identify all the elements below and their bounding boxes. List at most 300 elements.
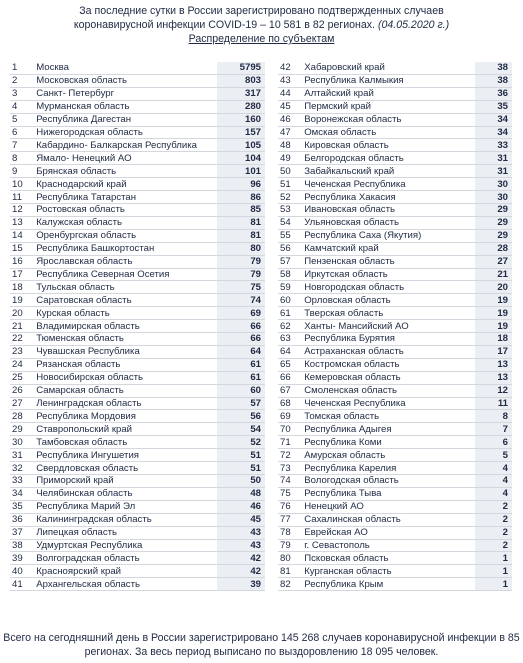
table-row [10,191,265,204]
case-count: 4 [475,487,512,500]
table-row [10,87,265,100]
case-count: 7 [475,423,512,436]
case-count: 34 [475,113,512,126]
case-count: 8 [475,410,512,423]
table-row [10,436,265,449]
row-number: 24 [10,358,36,371]
table-row [278,255,512,268]
case-count: 4 [475,462,512,475]
region-name: Рязанская область [36,358,216,371]
case-count: 104 [217,152,265,165]
region-name: Иркутская область [304,268,474,281]
region-name: Республика Хакасия [304,191,474,204]
region-name: Томская область [304,410,474,423]
region-name: Московская область [36,74,216,87]
table-row [10,552,265,565]
table-row [10,320,265,333]
row-number: 29 [10,423,36,436]
row-number: 44 [278,87,304,100]
case-count: 21 [475,268,512,281]
row-number: 33 [10,475,36,488]
table-row [278,165,512,178]
row-number: 70 [278,423,304,436]
table-row [10,345,265,358]
row-number: 51 [278,178,304,191]
region-name: Ярославская область [36,255,216,268]
table-row [278,268,512,281]
row-number: 8 [10,152,36,165]
row-number: 5 [10,113,36,126]
case-count: 280 [217,100,265,113]
region-name: Тюменская область [36,333,216,346]
row-number: 37 [10,526,36,539]
table-row [10,229,265,242]
row-number: 74 [278,475,304,488]
table-row [10,565,265,578]
table-row [278,203,512,216]
region-name: Республика Татарстан [36,191,216,204]
row-number: 78 [278,526,304,539]
region-name: Красноярский край [36,565,216,578]
row-number: 65 [278,358,304,371]
case-count: 2 [475,513,512,526]
case-count: 4 [475,475,512,488]
case-count: 29 [475,229,512,242]
table-row [10,423,265,436]
case-count: 160 [217,113,265,126]
row-number: 36 [10,513,36,526]
case-count: 803 [217,74,265,87]
case-count: 33 [475,139,512,152]
region-name: Кабардино- Балкарская Республика [36,139,216,152]
region-name: Смоленская область [304,384,474,397]
case-count: 81 [217,216,265,229]
region-name: Удмуртская Республика [36,539,216,552]
region-name: Республика Карелия [304,462,474,475]
case-count: 28 [475,242,512,255]
row-number: 77 [278,513,304,526]
region-name: Омская область [304,126,474,139]
table-row [278,526,512,539]
table-row [278,74,512,87]
table-row [10,255,265,268]
row-number: 11 [10,191,36,204]
row-number: 58 [278,268,304,281]
region-name: Курганская область [304,565,474,578]
region-name: Калининградская область [36,513,216,526]
region-name: Республика Мордовия [36,410,216,423]
case-count: 38 [475,62,512,74]
table-row [10,513,265,526]
table-row [10,242,265,255]
row-number: 45 [278,100,304,113]
region-name: Ростовская область [36,203,216,216]
region-name: Ставропольский край [36,423,216,436]
case-count: 1 [475,578,512,591]
table-row [278,320,512,333]
case-count: 69 [217,307,265,320]
table-row [278,100,512,113]
table-row [10,178,265,191]
region-name: Ленинградская область [36,397,216,410]
row-number: 66 [278,371,304,384]
row-number: 81 [278,565,304,578]
table-row [278,513,512,526]
row-number: 28 [10,410,36,423]
table-row [278,565,512,578]
region-name: Архангельская область [36,578,216,591]
case-count: 2 [475,539,512,552]
row-number: 26 [10,384,36,397]
table-row [10,397,265,410]
region-name: Москва [36,62,216,74]
case-count: 80 [217,242,265,255]
table-row [278,281,512,294]
table-row [278,552,512,565]
row-number: 38 [10,539,36,552]
table-row [10,126,265,139]
table-row [278,487,512,500]
region-name: Еврейская АО [304,526,474,539]
table-row [278,449,512,462]
region-name: Вологодская область [304,475,474,488]
region-name: Чеченская Республика [304,178,474,191]
row-number: 59 [278,281,304,294]
row-number: 31 [10,449,36,462]
case-count: 27 [475,255,512,268]
case-count: 5795 [217,62,265,74]
region-name: Республика Коми [304,436,474,449]
case-count: 43 [217,539,265,552]
case-count: 74 [217,294,265,307]
case-count: 13 [475,371,512,384]
row-number: 23 [10,345,36,358]
table-row [10,462,265,475]
case-count: 42 [217,565,265,578]
region-name: Приморский край [36,475,216,488]
row-number: 21 [10,320,36,333]
region-name: Ненецкий АО [304,500,474,513]
table-row [278,152,512,165]
row-number: 55 [278,229,304,242]
case-count: 29 [475,203,512,216]
region-name: Республика Адыгея [304,423,474,436]
region-name: Мурманская область [36,100,216,113]
row-number: 75 [278,487,304,500]
region-name: Алтайский край [304,87,474,100]
case-count: 2 [475,526,512,539]
table-row [10,62,265,74]
row-number: 13 [10,216,36,229]
regions-table-right-body [278,62,512,591]
region-name: Кировская область [304,139,474,152]
case-count: 31 [475,165,512,178]
row-number: 10 [10,178,36,191]
row-number: 54 [278,216,304,229]
table-row [278,475,512,488]
region-name: Ханты- Мансийский АО [304,320,474,333]
region-name: Липецкая область [36,526,216,539]
table-row [10,500,265,513]
row-number: 12 [10,203,36,216]
row-number: 60 [278,294,304,307]
region-name: Республика Северная Осетия [36,268,216,281]
table-row [10,384,265,397]
row-number: 76 [278,500,304,513]
case-count: 13 [475,358,512,371]
region-name: Новгородская область [304,281,474,294]
row-number: 80 [278,552,304,565]
row-number: 4 [10,100,36,113]
report-date: (04.05.2020 г.) [377,19,450,31]
case-count: 12 [475,384,512,397]
region-name: Астраханская область [304,345,474,358]
table-row [278,500,512,513]
row-number: 61 [278,307,304,320]
row-number: 42 [278,62,304,74]
case-count: 6 [475,436,512,449]
case-count: 31 [475,152,512,165]
row-number: 68 [278,397,304,410]
table-row [10,475,265,488]
row-number: 7 [10,139,36,152]
row-number: 57 [278,255,304,268]
case-count: 86 [217,191,265,204]
row-number: 20 [10,307,36,320]
table-row [278,87,512,100]
case-count: 42 [217,552,265,565]
row-number: 64 [278,345,304,358]
region-name: Свердловская область [36,462,216,475]
region-name: Курская область [36,307,216,320]
table-row [10,281,265,294]
case-count: 2 [475,500,512,513]
table-row [278,294,512,307]
region-name: Волгоградская область [36,552,216,565]
case-count: 66 [217,333,265,346]
row-number: 27 [10,397,36,410]
row-number: 50 [278,165,304,178]
table-row [10,449,265,462]
case-count: 19 [475,307,512,320]
row-number: 39 [10,552,36,565]
case-count: 1 [475,552,512,565]
header-line-1: За последние сутки в России зарегистрировано подтвержденных случаев [79,5,444,17]
row-number: 48 [278,139,304,152]
case-count: 79 [217,255,265,268]
row-number: 62 [278,320,304,333]
case-count: 61 [217,371,265,384]
table-row [10,268,265,281]
table-row [278,423,512,436]
region-name: Орловская область [304,294,474,307]
case-count: 56 [217,410,265,423]
case-count: 79 [217,268,265,281]
region-name: Сахалинская область [304,513,474,526]
region-name: Белгородская область [304,152,474,165]
regions-table-right [278,62,512,591]
row-number: 56 [278,242,304,255]
region-name: Воронежская область [304,113,474,126]
region-name: Оренбургская область [36,229,216,242]
region-name: Кемеровская область [304,371,474,384]
table-row [10,333,265,346]
region-name: Псковская область [304,552,474,565]
table-row [10,165,265,178]
region-name: Республика Дагестан [36,113,216,126]
case-count: 61 [217,358,265,371]
row-number: 63 [278,333,304,346]
regions-table-left-body [10,62,265,591]
region-name: Брянская область [36,165,216,178]
case-count: 57 [217,397,265,410]
region-name: Саратовская область [36,294,216,307]
header-line-2 [0,18,523,32]
case-count: 101 [217,165,265,178]
report-footer [0,631,523,659]
table-row [278,578,512,591]
region-name: Амурская область [304,449,474,462]
table-row [278,462,512,475]
row-number: 2 [10,74,36,87]
region-name: Республика Бурятия [304,333,474,346]
table-row [278,307,512,320]
row-number: 3 [10,87,36,100]
row-number: 18 [10,281,36,294]
table-row [278,126,512,139]
case-count: 60 [217,384,265,397]
case-count: 317 [217,87,265,100]
case-count: 1 [475,565,512,578]
case-count: 18 [475,333,512,346]
case-count: 64 [217,345,265,358]
table-row [278,371,512,384]
region-name: Пензенская область [304,255,474,268]
header-line-2-text: коронавирусной инфекции COVID-19 – 10 581 в 82 регионах. [73,19,378,31]
table-row [10,113,265,126]
row-number: 79 [278,539,304,552]
row-number: 35 [10,500,36,513]
region-name: Ульяновская область [304,216,474,229]
region-name: Калужская область [36,216,216,229]
region-name: Нижегородская область [36,126,216,139]
table-row [10,526,265,539]
table-row [278,333,512,346]
case-count: 43 [217,526,265,539]
row-number: 73 [278,462,304,475]
footer-line-2: регионах. За весь период выписано по выздоровлению 18 095 человек. [84,646,439,658]
row-number: 49 [278,152,304,165]
region-name: Костромская область [304,358,474,371]
row-number: 82 [278,578,304,591]
region-name: Республика Саха (Якутия) [304,229,474,242]
region-name: Владимирская область [36,320,216,333]
case-count: 30 [475,178,512,191]
case-count: 29 [475,216,512,229]
row-number: 41 [10,578,36,591]
region-name: Хабаровский край [304,62,474,74]
case-count: 48 [217,487,265,500]
row-number: 32 [10,462,36,475]
region-name: Челябинская область [36,487,216,500]
region-name: Пермский край [304,100,474,113]
table-row [10,139,265,152]
case-count: 19 [475,294,512,307]
region-name: Чувашская Республика [36,345,216,358]
row-number: 52 [278,191,304,204]
region-name: Ивановская область [304,203,474,216]
region-name: Чеченская Республика [304,397,474,410]
region-name: Республика Ингушетия [36,449,216,462]
table-row [10,358,265,371]
region-name: г. Севастополь [304,539,474,552]
case-count: 75 [217,281,265,294]
case-count: 19 [475,320,512,333]
table-row [278,113,512,126]
table-row [10,371,265,384]
row-number: 53 [278,203,304,216]
case-count: 45 [217,513,265,526]
table-row [278,345,512,358]
row-number: 72 [278,449,304,462]
case-count: 39 [217,578,265,591]
region-name: Новосибирская область [36,371,216,384]
region-name: Республика Крым [304,578,474,591]
region-name: Республика Башкортостан [36,242,216,255]
row-number: 9 [10,165,36,178]
case-count: 85 [217,203,265,216]
case-count: 20 [475,281,512,294]
case-count: 51 [217,449,265,462]
case-count: 36 [475,87,512,100]
row-number: 14 [10,229,36,242]
row-number: 15 [10,242,36,255]
case-count: 30 [475,191,512,204]
table-row [278,384,512,397]
row-number: 40 [10,565,36,578]
table-row [278,242,512,255]
case-count: 81 [217,229,265,242]
region-name: Республика Тыва [304,487,474,500]
case-count: 35 [475,100,512,113]
region-name: Самарская область [36,384,216,397]
footer-line-1: Всего на сегодняшний день в России зарегистрировано 145 268 случаев коронавирусной инфекции в 85 [3,632,520,644]
row-number: 22 [10,333,36,346]
table-row [10,294,265,307]
table-row [10,216,265,229]
case-count: 50 [217,475,265,488]
table-row [278,191,512,204]
table-row [278,139,512,152]
table-row [10,578,265,591]
row-number: 71 [278,436,304,449]
table-row [10,152,265,165]
regions-table-left [10,62,265,591]
case-count: 5 [475,449,512,462]
row-number: 30 [10,436,36,449]
row-number: 46 [278,113,304,126]
distribution-subtitle: Распределение по субъектам [188,33,335,45]
case-count: 11 [475,397,512,410]
table-row [278,410,512,423]
table-row [278,358,512,371]
region-name: Краснодарский край [36,178,216,191]
table-row [278,539,512,552]
table-row [278,436,512,449]
table-row [10,100,265,113]
region-name: Тверская область [304,307,474,320]
table-row [278,229,512,242]
